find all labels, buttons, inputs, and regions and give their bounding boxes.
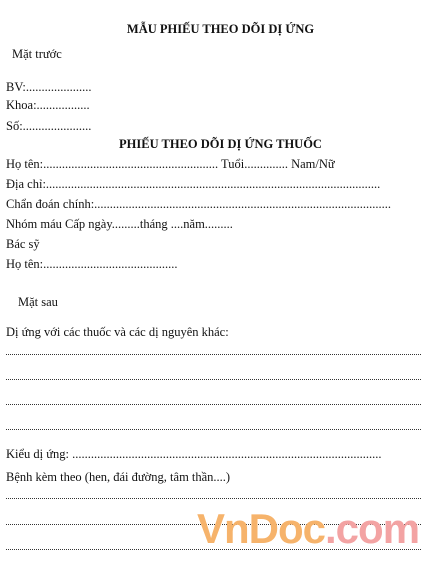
watermark-logo <box>197 505 419 553</box>
hospital-field: BV:..................... <box>6 80 92 94</box>
allergy-dotted-line-3 <box>6 402 421 405</box>
watermark-part-2: .com <box>325 505 420 552</box>
comorbidity-heading: Bệnh kèm theo (hen, đái đường, tâm thần....) <box>6 470 231 484</box>
front-side-label: Mặt trước <box>12 47 62 61</box>
sheet-title: PHIẾU THEO DÕI DỊ ỨNG THUỐC <box>119 137 322 151</box>
department-field: Khoa:................. <box>6 98 90 112</box>
watermark-part-1: VnDoc <box>197 505 326 552</box>
allergy-dotted-line-4 <box>6 427 421 430</box>
blood-type-date-field: Nhóm máu Cấp ngày.........tháng ....năm......... <box>6 217 233 231</box>
main-diagnosis-field: Chẩn đoán chính:............................................................................................... <box>6 197 392 211</box>
doctor-label: Bác sỹ <box>6 237 40 251</box>
back-side-label: Mặt sau <box>18 295 58 309</box>
comorbidity-dotted-line-1 <box>6 496 421 499</box>
allergy-heading: Dị ứng với các thuốc và các dị nguyên khác: <box>6 325 229 339</box>
form-title: MẪU PHIẾU THEO DÕI DỊ ỨNG <box>126 22 315 36</box>
reaction-type-field: Kiểu dị ứng: ................................................................................................... <box>6 447 382 461</box>
allergy-dotted-line-2 <box>6 377 421 380</box>
name-age-gender-field: Họ tên:........................................................ Tuổi.............. Nam/Nữ <box>6 157 335 171</box>
allergy-dotted-line-1 <box>6 352 421 355</box>
address-field: Địa chỉ:........................................................................................................... <box>6 177 381 191</box>
number-field: Số:...................... <box>6 119 92 133</box>
doctor-name-field: Họ tên:........................................... <box>6 257 178 271</box>
